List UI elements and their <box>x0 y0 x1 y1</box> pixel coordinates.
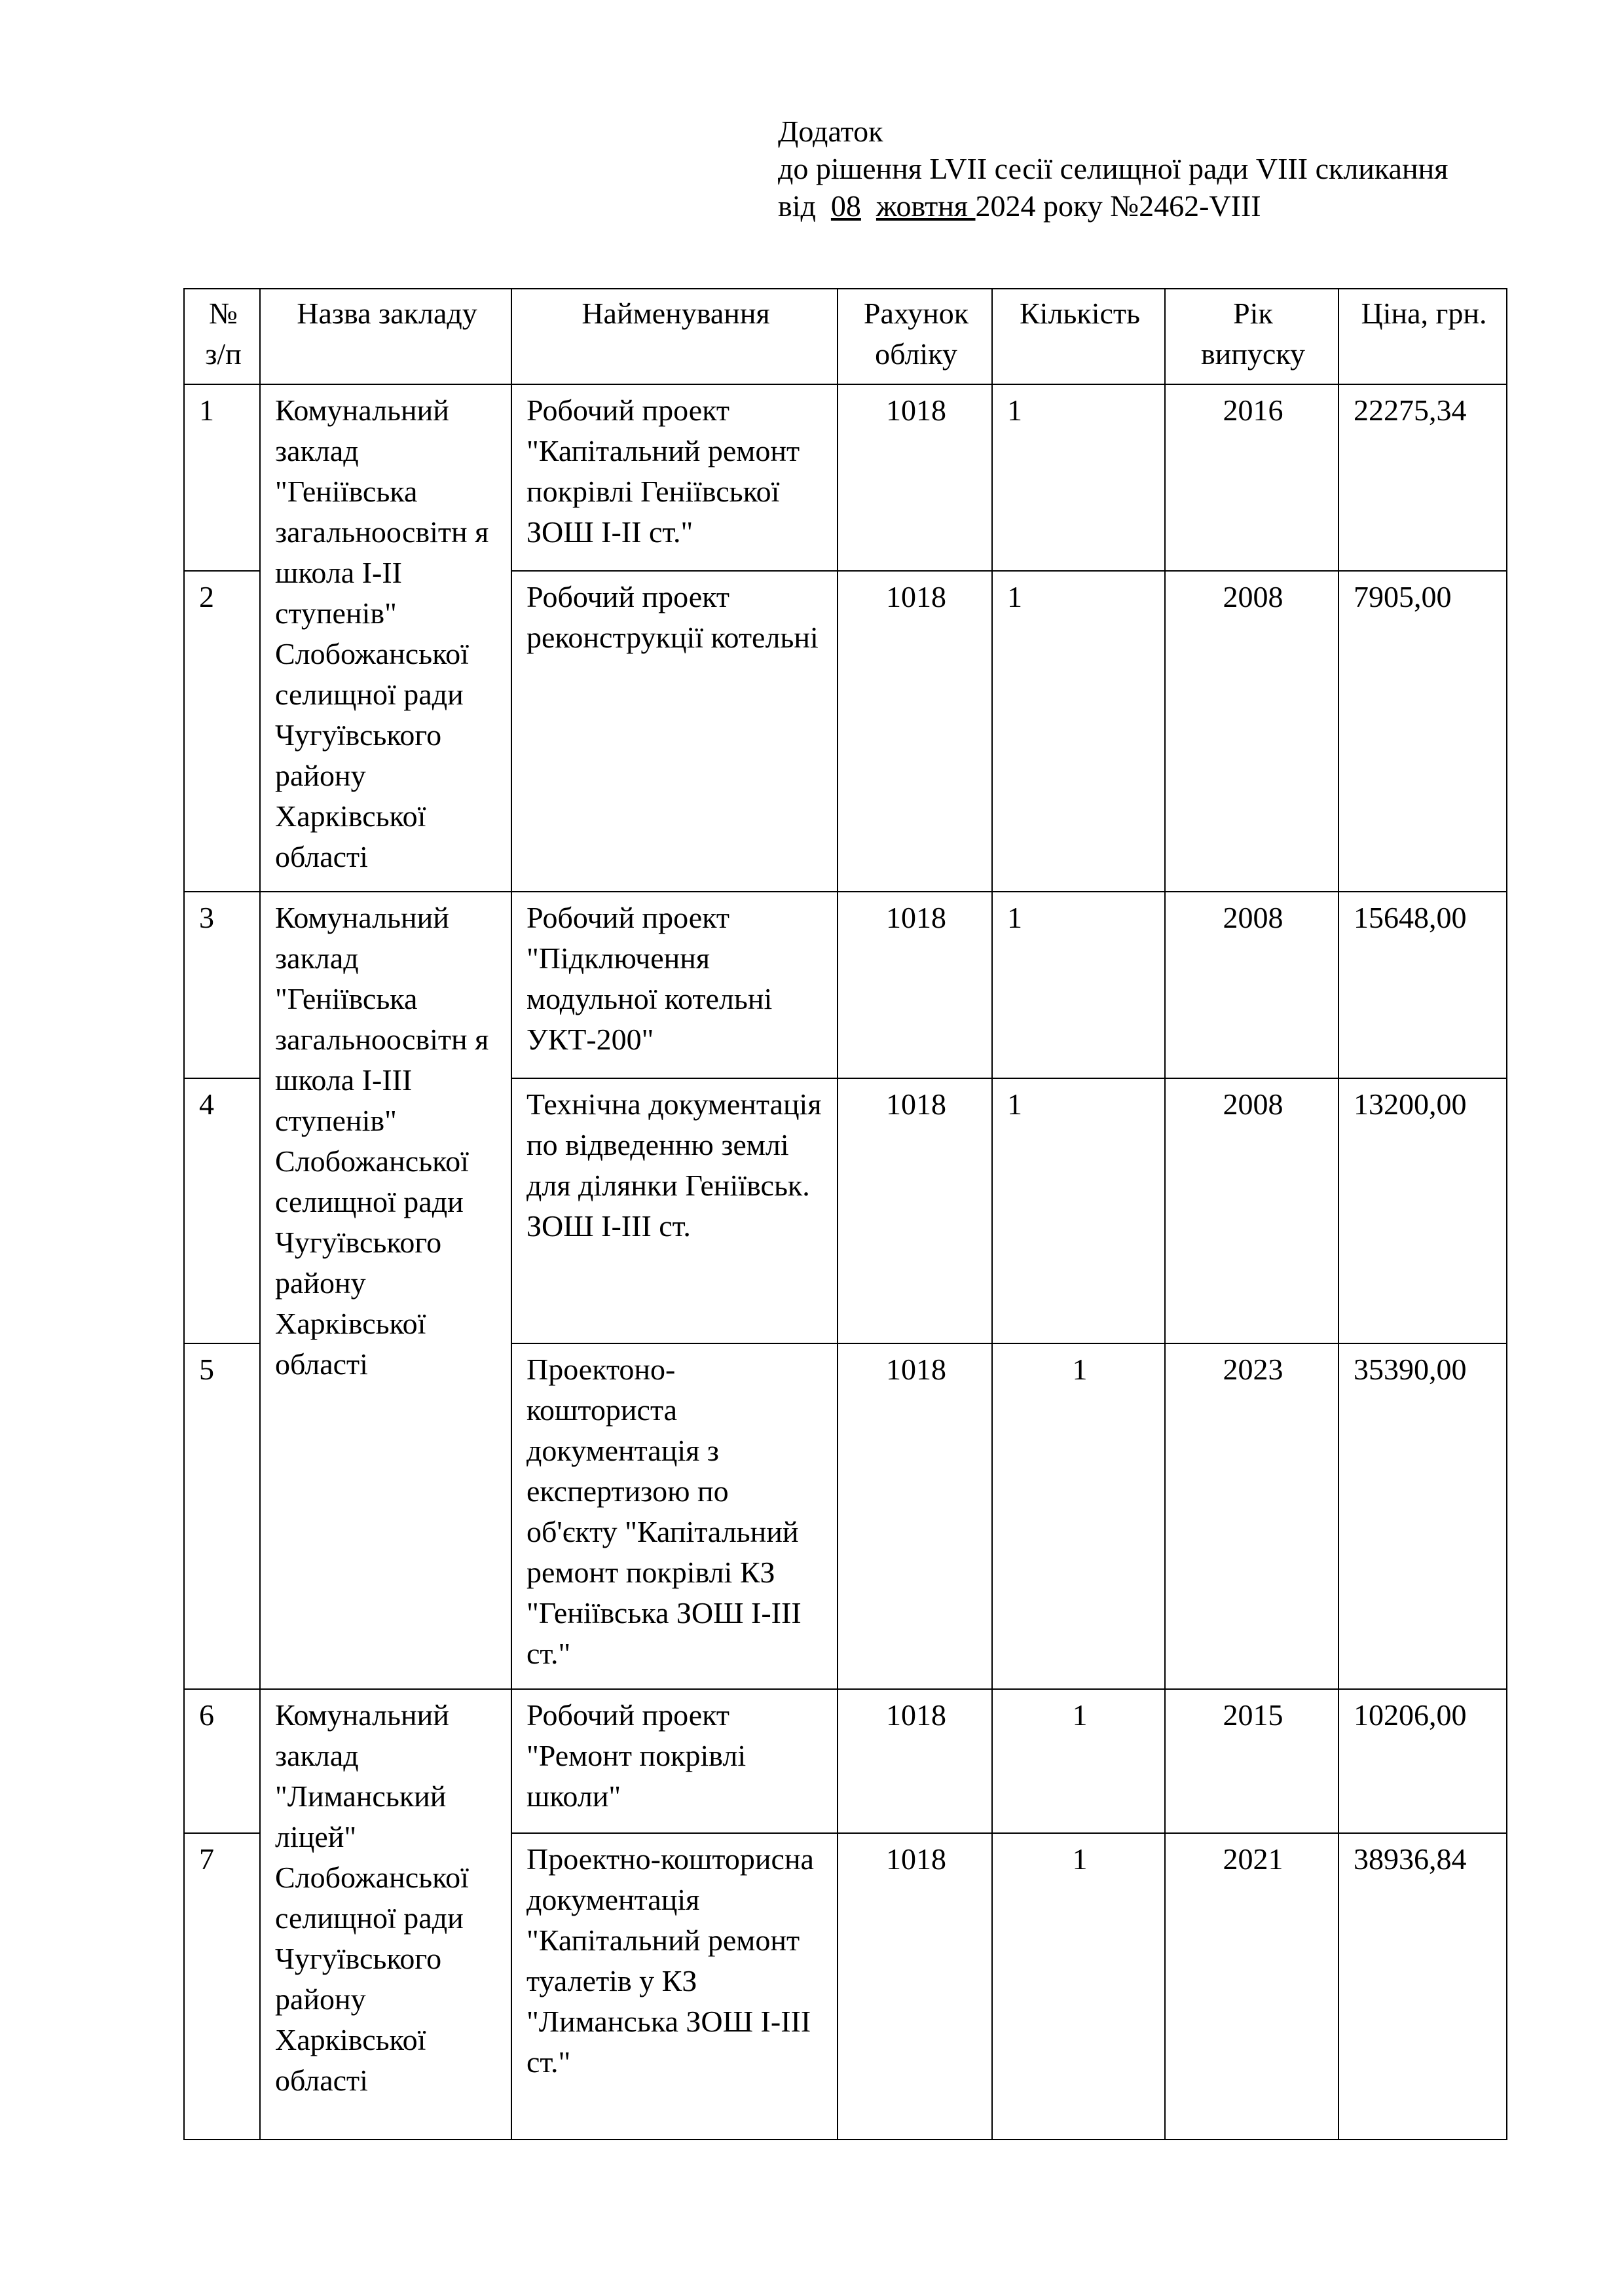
date-month: жовтня <box>876 189 976 223</box>
row-price: 38936,84 <box>1338 1833 1507 2140</box>
institution-cell: Комунальний заклад "Лиманський ліцей" Слобожанської селищної ради Чугуївського району Харківської області <box>260 1689 511 2140</box>
annex-header <box>778 113 1448 225</box>
annex-date-line <box>778 187 1448 225</box>
header-institution: Назва закладу <box>260 289 511 384</box>
row-quantity: 1 <box>992 1833 1165 2140</box>
date-day: 08 <box>830 189 861 223</box>
row-price: 22275,34 <box>1338 384 1507 571</box>
row-account: 1018 <box>838 1689 992 1833</box>
row-num: 6 <box>184 1689 260 1833</box>
row-price: 13200,00 <box>1338 1078 1507 1343</box>
row-year: 2008 <box>1165 892 1338 1078</box>
row-num: 4 <box>184 1078 260 1343</box>
row-quantity: 1 <box>992 1078 1165 1343</box>
row-num: 7 <box>184 1833 260 2140</box>
institution-cell: Комунальний заклад "Геніївська загальноосвітн я школа І-ІІ ступенів" Слобожанської селищної ради Чугуївського району Харківської області <box>260 384 511 892</box>
annex-decision-line: до рішення LVII сесії селищної ради VIII скликання <box>778 152 1449 185</box>
row-name: Робочий проект "Капітальний ремонт покрівлі Геніївської ЗОШ І-ІІ ст." <box>511 384 838 571</box>
row-name: Технічна документація по відведенню землі для ділянки Геніївськ. ЗОШ І-ІІІ ст. <box>511 1078 838 1343</box>
header-name: Найменування <box>511 289 838 384</box>
table-row <box>184 384 1507 571</box>
row-account: 1018 <box>838 892 992 1078</box>
table-row <box>184 1689 1507 1833</box>
institution-cell: Комунальний заклад "Геніївська загальноосвітн я школа І-ІІІ ступенів" Слобожанської селищної ради Чугуївського району Харківської області <box>260 892 511 1689</box>
row-quantity: 1 <box>992 1343 1165 1689</box>
row-year: 2016 <box>1165 384 1338 571</box>
row-price: 35390,00 <box>1338 1343 1507 1689</box>
row-price: 10206,00 <box>1338 1689 1507 1833</box>
row-name: Робочий проект "Підключення модульної котельні УКТ-200" <box>511 892 838 1078</box>
row-year: 2023 <box>1165 1343 1338 1689</box>
header-price: Ціна, грн. <box>1338 289 1507 384</box>
header-quantity: Кількість <box>992 289 1165 384</box>
row-name: Проектно-кошторисна документація "Капітальний ремонт туалетів у КЗ "Лиманська ЗОШ І-ІІІ ст." <box>511 1833 838 2140</box>
row-price: 15648,00 <box>1338 892 1507 1078</box>
row-quantity: 1 <box>992 892 1165 1078</box>
row-account: 1018 <box>838 1343 992 1689</box>
row-account: 1018 <box>838 1078 992 1343</box>
row-quantity: 1 <box>992 1689 1165 1833</box>
row-num: 1 <box>184 384 260 571</box>
row-num: 2 <box>184 571 260 892</box>
assets-table <box>183 288 1507 2140</box>
header-account: Рахунок обліку <box>838 289 992 384</box>
row-account: 1018 <box>838 571 992 892</box>
row-price: 7905,00 <box>1338 571 1507 892</box>
annex-title: Додаток <box>778 115 883 148</box>
header-num: № з/п <box>184 289 260 384</box>
row-account: 1018 <box>838 1833 992 2140</box>
row-name: Робочий проект реконструкції котельні <box>511 571 838 892</box>
row-quantity: 1 <box>992 571 1165 892</box>
table-header-row <box>184 289 1507 384</box>
row-year: 2008 <box>1165 571 1338 892</box>
header-year: Рік випуску <box>1165 289 1338 384</box>
date-prefix: від <box>778 189 824 223</box>
row-name: Робочий проект "Ремонт покрівлі школи" <box>511 1689 838 1833</box>
row-year: 2015 <box>1165 1689 1338 1833</box>
row-year: 2008 <box>1165 1078 1338 1343</box>
date-suffix: 2024 року №2462-VIII <box>975 189 1261 223</box>
row-account: 1018 <box>838 384 992 571</box>
row-name: Проектоно-кошториста документація з експертизою по об'єкту "Капітальний ремонт покрівлі КЗ "Геніївська ЗОШ І-ІІІ ст." <box>511 1343 838 1689</box>
table-row <box>184 892 1507 1078</box>
row-quantity: 1 <box>992 384 1165 571</box>
row-year: 2021 <box>1165 1833 1338 2140</box>
row-num: 5 <box>184 1343 260 1689</box>
row-num: 3 <box>184 892 260 1078</box>
